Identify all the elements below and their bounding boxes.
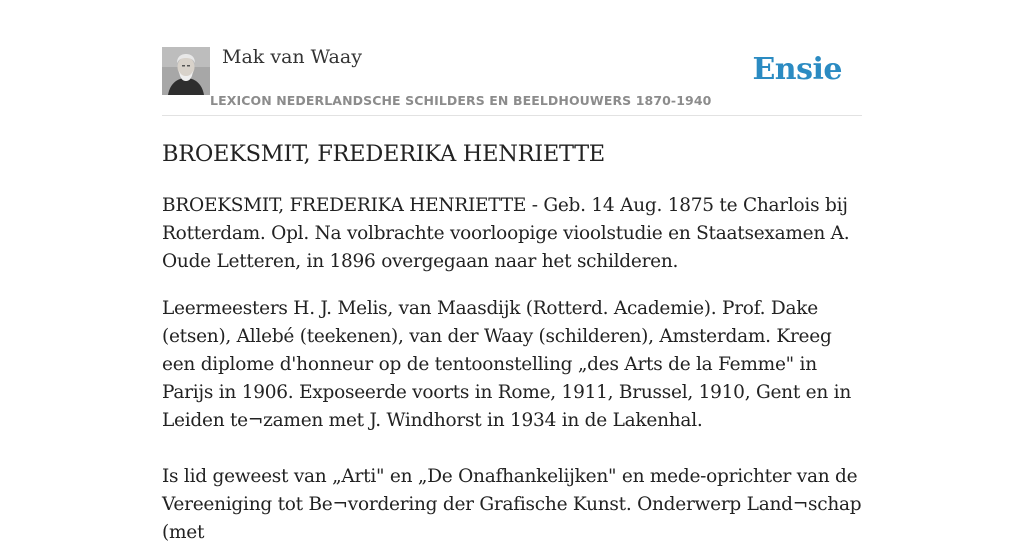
author-header — [162, 0, 862, 116]
page-container — [162, 0, 862, 543]
article-title: BROEKSMIT, FREDERIKA HENRIETTE — [162, 141, 605, 167]
article-paragraph-1: BROEKSMIT, FREDERIKA HENRIETTE - Geb. 14 Aug. 1875 te Charlois bij Rotterdam. Opl. Na volbrachte voorloopige vioolstudie en Staatsexamen A. Oude Letteren, in 1896 overgegaan naar het schilderen. — [162, 195, 850, 272]
lexicon-subtitle[interactable]: LEXICON NEDERLANDSCHE SCHILDERS EN BEELDHOUWERS 1870-1940 — [210, 93, 712, 108]
ensie-logo[interactable]: Ensie — [752, 52, 842, 87]
author-avatar[interactable] — [162, 47, 210, 95]
author-portrait-icon — [162, 47, 210, 95]
article-paragraph-3: Is lid geweest van „Arti" en „De Onafhankelijken" en mede-oprichter van de Vereeniging tot Be¬vordering der Grafische Kunst. Onderwerp Land¬schap (met — [162, 466, 862, 543]
article-paragraph-2: Leermeesters H. J. Melis, van Maasdijk (Rotterd. Academie). Prof. Dake (etsen), Allebé (teekenen), van der Waay (schilderen), Amsterdam. Kreeg een diplome d'honneur op de tentoonstelling „des Arts de la Femme" in Parijs in 1906. Exposeerde voorts in Rome, 1911, Brussel, 1910, Gent en in Leiden te¬zamen met J. Windhorst in 1934 in de Lakenhal. — [162, 298, 851, 431]
author-name[interactable]: Mak van Waay — [222, 46, 362, 68]
